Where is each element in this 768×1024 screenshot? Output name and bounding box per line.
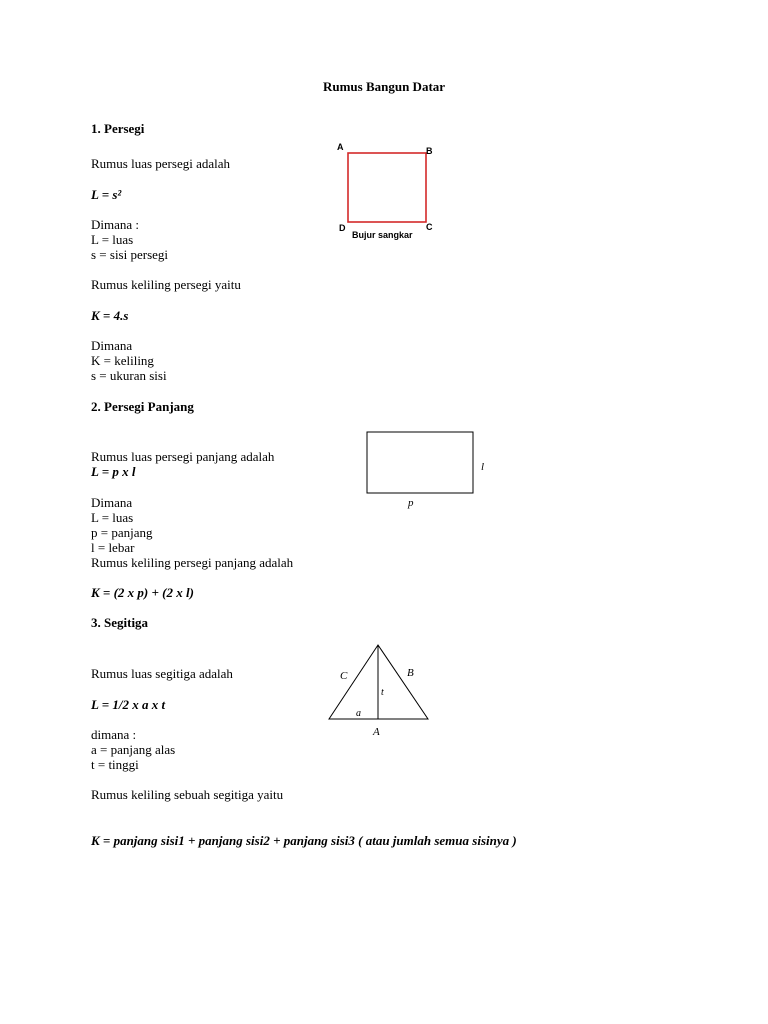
pp-luas-intro: Rumus luas persegi panjang adalah: [91, 449, 275, 464]
triangle-figure: [320, 636, 445, 741]
persegi-keliling-intro: Rumus keliling persegi yaitu: [91, 277, 241, 292]
square-caption: Bujur sangkar: [352, 230, 413, 240]
segitiga-luas-formula: L = 1/2 x a x t: [91, 697, 166, 712]
persegi-luas-formula: L = s²: [91, 187, 122, 202]
triangle-label-a: a: [356, 708, 361, 719]
persegi-dimana: Dimana :: [91, 217, 140, 232]
persegi-luas-intro: Rumus luas persegi adalah: [91, 156, 230, 171]
pp-keliling-formula: K = (2 x p) + (2 x l): [91, 585, 194, 600]
square-label-b: B: [426, 146, 433, 156]
triangle-label-c: C: [340, 670, 348, 682]
pp-keliling-intro: Rumus keliling persegi panjang adalah: [91, 555, 294, 570]
triangle-label-t: t: [381, 687, 384, 698]
pp-luas-formula: L = p x l: [91, 464, 136, 479]
persegi-def-l: L = luas: [91, 232, 134, 247]
pp-def-lebar: l = lebar: [91, 540, 135, 555]
persegi-keliling-formula: K = 4.s: [91, 308, 129, 323]
pp-def-l: L = luas: [91, 510, 134, 525]
square-label-a: A: [337, 142, 344, 152]
persegi-def-k: K = keliling: [91, 353, 154, 368]
segitiga-dimana: dimana :: [91, 727, 137, 742]
square-shape: [348, 153, 426, 222]
rectangle-label-l: l: [481, 461, 485, 473]
segitiga-luas-intro: Rumus luas segitiga adalah: [91, 666, 233, 681]
heading-persegi: 1. Persegi: [91, 121, 145, 136]
persegi-def-s2: s = ukuran sisi: [91, 368, 167, 383]
square-label-c: C: [426, 222, 433, 232]
triangle-label-b: B: [407, 667, 414, 679]
segitiga-def-a: a = panjang alas: [91, 742, 176, 757]
segitiga-keliling-intro: Rumus keliling sebuah segitiga yaitu: [91, 787, 284, 802]
triangle-label-base-a: A: [373, 726, 380, 738]
rectangle-label-p: p: [408, 497, 414, 509]
segitiga-keliling-formula: K = panjang sisi1 + panjang sisi2 + panjang sisi3 ( atau jumlah semua sisinya ): [91, 833, 517, 848]
rectangle-figure: [360, 426, 500, 516]
square-figure: [330, 138, 455, 248]
rectangle-shape: [367, 432, 473, 493]
heading-segitiga: 3. Segitiga: [91, 615, 149, 630]
square-label-d: D: [339, 223, 346, 233]
pp-dimana: Dimana: [91, 495, 133, 510]
page-title: Rumus Bangun Datar: [322, 79, 446, 94]
segitiga-def-t: t = tinggi: [91, 757, 139, 772]
persegi-def-s: s = sisi persegi: [91, 247, 169, 262]
persegi-dimana-2: Dimana: [91, 338, 133, 353]
pp-def-p: p = panjang: [91, 525, 153, 540]
heading-persegi-panjang: 2. Persegi Panjang: [91, 399, 194, 414]
